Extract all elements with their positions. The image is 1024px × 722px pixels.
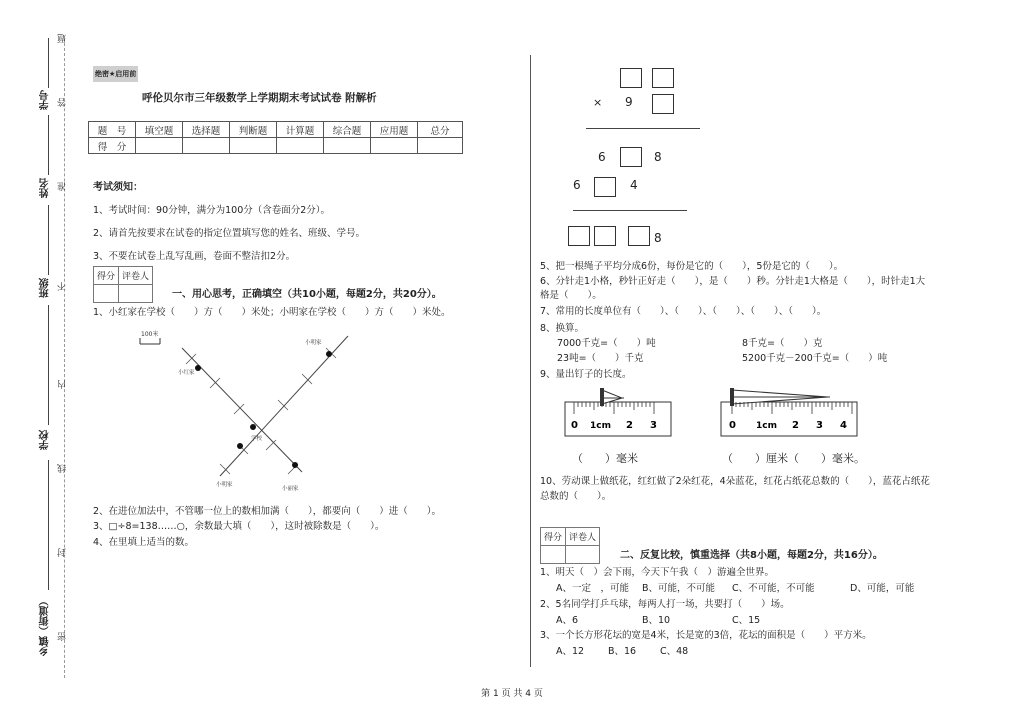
digit-box[interactable] [620, 68, 642, 88]
ruler-tick-label: 3 [650, 420, 657, 431]
digit-box[interactable] [594, 177, 616, 197]
choice-option[interactable]: A、12 [556, 646, 585, 657]
xiaoming-home-point [326, 351, 332, 357]
conversion-item: 23吨=（ ）千克 [557, 353, 644, 364]
grader-cell: 评卷人 [566, 528, 600, 546]
digit-box[interactable] [628, 226, 650, 246]
page-title: 呼伦贝尔市三年级数学上学期期末考试试卷 附解析 [142, 92, 377, 104]
class-line [48, 205, 49, 275]
confidential-badge: 绝密★启用前 [93, 66, 138, 82]
ruler-1-answer: （ ）毫米 [572, 452, 638, 465]
score-cell[interactable] [230, 138, 277, 154]
question-10: 10、劳动课上做纸花，红红做了2朵红花，4朵蓝花，红花占纸花总数的（ ），蓝花占纸花 [540, 476, 930, 487]
puzzle-digit: 8 [654, 231, 662, 245]
score-cell[interactable] [277, 138, 324, 154]
choice-option[interactable]: B、可能，不可能 [642, 583, 716, 594]
grader-cell: 得分 [94, 267, 119, 285]
puzzle-digit: 8 [654, 150, 662, 164]
margin-marker: 不 [58, 282, 68, 291]
margin-marker: 答 [58, 98, 68, 107]
table-cell: 题 号 [89, 122, 136, 138]
ruler-tick-label: 0 [571, 420, 578, 431]
grader-input[interactable] [119, 285, 153, 303]
digit-box[interactable] [620, 147, 642, 167]
map-label: 学校 [251, 436, 263, 442]
xiaoming-home-point-2 [237, 443, 243, 449]
grader-input[interactable] [541, 546, 566, 564]
grader-cell: 得分 [541, 528, 566, 546]
map-label: 小明家 [216, 482, 233, 488]
score-cell[interactable] [418, 138, 463, 154]
notice-item: 1、考试时间：90分钟，满分为100分（含卷面分2分）。 [93, 205, 331, 216]
section2-heading: 二、反复比较，慎重选择（共8小题，每题2分，共16分）。 [620, 550, 883, 561]
times-sign: × [593, 96, 603, 109]
school-point [250, 424, 256, 430]
score-table-header [89, 122, 463, 138]
ruler-tick-label: 2 [626, 420, 633, 431]
score-table [88, 121, 463, 154]
table-cell: 判断题 [230, 122, 277, 138]
digit-box[interactable] [652, 68, 674, 88]
ruler-tick-label: 4 [840, 420, 847, 431]
map-label: 小丽家 [282, 486, 299, 492]
table-cell: 综合题 [324, 122, 371, 138]
margin-marker: 题 [58, 34, 68, 43]
school-line [48, 305, 49, 425]
map-diagram [130, 326, 370, 496]
township-label: 乡镇（街道） [40, 596, 51, 656]
digit-box[interactable] [594, 226, 616, 246]
score-cell[interactable] [371, 138, 418, 154]
student-id-line [48, 38, 49, 88]
question-6-cont: 格是（ ）。 [540, 290, 602, 301]
township-line [48, 460, 49, 590]
grader-input[interactable] [94, 285, 119, 303]
puzzle-digit: 6 [598, 150, 606, 164]
table-cell: 得 分 [89, 138, 136, 154]
name-label: 姓名 [40, 178, 51, 198]
score-table-row [89, 138, 463, 154]
ruler-2-answer: （ ）厘米（ ）毫米。 [722, 452, 865, 465]
margin-marker: 准 [58, 182, 68, 191]
map-label: 小红家 [178, 370, 195, 376]
xiaoli-home-point [292, 462, 298, 468]
binding-dashed-line [64, 38, 65, 678]
choice-option[interactable]: C、不可能，不可能 [732, 583, 815, 594]
ruler-2 [720, 386, 860, 438]
multiplier-digit: 9 [625, 95, 633, 109]
grader-cell: 评卷人 [119, 267, 153, 285]
puzzle-line [573, 210, 687, 211]
margin-marker: 封 [58, 548, 68, 557]
table-cell: 计算题 [277, 122, 324, 138]
table-cell: 选择题 [183, 122, 230, 138]
question-10-cont: 总数的（ ）。 [540, 491, 612, 502]
name-line [48, 115, 49, 175]
ruler-1 [564, 386, 674, 438]
digit-box[interactable] [568, 226, 590, 246]
conversion-item: 5200千克－200千克=（ ）吨 [742, 353, 888, 364]
conversion-item: 8千克=（ ）克 [742, 338, 823, 349]
notice-heading: 考试须知： [93, 182, 143, 193]
puzzle-digit: 4 [630, 178, 638, 192]
puzzle-digit: 6 [573, 178, 581, 192]
choice-option[interactable]: C、15 [732, 615, 761, 626]
ruler-tick-label: 0 [729, 420, 736, 431]
puzzle-line [586, 128, 700, 129]
question-3: 3、□÷8=138……○，余数最大填（ ），这时被除数是（ ）。 [93, 521, 385, 532]
choice-option[interactable]: C、48 [660, 646, 689, 657]
question-4: 4、在里填上适当的数。 [93, 537, 195, 548]
question-6: 6、分针走1小格，秒针正好走（ ），是（ ）秒。分针走1大格是（ ），时针走1大 [540, 276, 926, 287]
student-id-label: 学号 [40, 90, 51, 110]
notice-item: 3、不要在试卷上乱写乱画，卷面不整洁扣2分。 [93, 251, 296, 262]
choice-option[interactable]: B、16 [608, 646, 637, 657]
digit-box[interactable] [652, 94, 674, 114]
grader-table-2 [540, 527, 600, 564]
school-label: 学校 [40, 430, 51, 450]
class-label: 班级 [40, 278, 51, 298]
question-9: 9、量出钉子的长度。 [540, 369, 632, 380]
margin-marker: 密 [58, 632, 68, 641]
choice-option[interactable]: B、10 [642, 615, 671, 626]
choice-option[interactable]: A、6 [556, 615, 579, 626]
grader-table [93, 266, 153, 303]
table-cell: 应用题 [371, 122, 418, 138]
question-5: 5、把一根绳子平均分成6份，每份是它的（ ），5份是它的（ ）。 [540, 261, 844, 272]
ruler-tick-label: 3 [816, 420, 823, 431]
score-cell[interactable] [136, 138, 183, 154]
score-cell[interactable] [183, 138, 230, 154]
conversion-item: 7000千克=（ ）吨 [557, 338, 656, 349]
question-8: 8、换算。 [540, 323, 585, 334]
question-2: 2、在进位加法中，不管哪一位上的数相加满（ ），都要向（ ）进（ ）。 [93, 506, 442, 517]
section1-heading: 一、用心思考，正确填空（共10小题，每题2分，共20分）。 [172, 289, 442, 300]
margin-marker: 线 [58, 464, 68, 473]
choice-question-1: 1、明天（ ）会下雨，今天下午我（ ）游遍全世界。 [540, 567, 775, 578]
choice-question-3: 3、一个长方形花坛的宽是4米，长是宽的3倍，花坛的面积是（ ）平方米。 [540, 630, 872, 641]
page-footer: 第 1 页 共 4 页 [481, 689, 543, 699]
column-divider [530, 55, 531, 667]
choice-option[interactable]: A、一定 ，可能 [556, 583, 629, 594]
map-label: 小明家 [305, 340, 322, 346]
ruler-tick-label: 1cm [590, 421, 611, 431]
question-1: 1、小红家在学校（ ）方（ ）米处；小明家在学校（ ）方（ ）米处。 [93, 307, 451, 318]
margin-marker: 内 [58, 380, 68, 389]
table-cell: 填空题 [136, 122, 183, 138]
grader-input[interactable] [566, 546, 600, 564]
ruler-tick-label: 1cm [756, 421, 777, 431]
xiaohong-home-point [195, 365, 201, 371]
notice-item: 2、请首先按要求在试卷的指定位置填写您的姓名、班级、学号。 [93, 228, 366, 239]
table-cell: 总分 [418, 122, 463, 138]
score-cell[interactable] [324, 138, 371, 154]
question-7: 7、常用的长度单位有（ ）、（ ）、（ ）、（ ）、（ ）。 [540, 306, 827, 317]
ruler-tick-label: 2 [792, 420, 799, 431]
choice-question-2: 2、5名同学打乒乓球，每两人打一场，共要打（ ）场。 [540, 599, 790, 610]
scale-label: 100米 [141, 331, 159, 338]
choice-option[interactable]: D、可能，可能 [850, 583, 915, 594]
